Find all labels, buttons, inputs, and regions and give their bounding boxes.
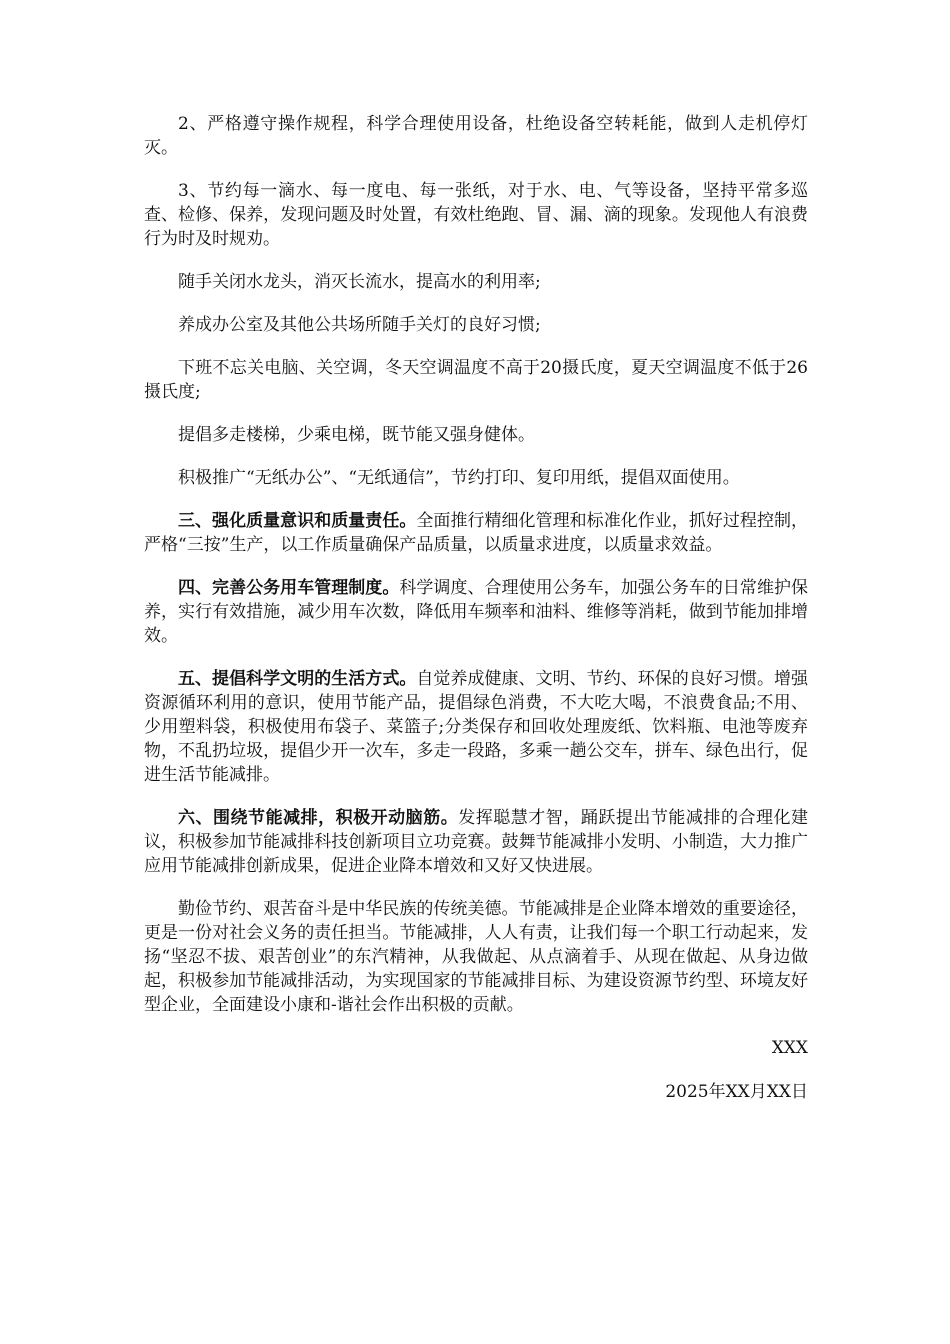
signature-date: 2025年XX月XX日 bbox=[665, 1082, 808, 1102]
signature-name: XXX bbox=[771, 1038, 808, 1058]
section-4-vehicles bbox=[144, 576, 808, 648]
paragraph-text: 养成办公室及其他公共场所随手关灯的良好习惯; bbox=[178, 315, 541, 335]
paragraph-tap-water bbox=[144, 270, 808, 294]
section-heading: 四、完善公务用车管理制度。 bbox=[178, 578, 400, 598]
paragraph-item-3 bbox=[144, 179, 808, 251]
document-body bbox=[144, 112, 808, 1104]
section-heading: 六、围绕节能减排，积极开动脑筋。 bbox=[178, 808, 459, 828]
section-text: 科学调度、合理使用公务车，加强公务车的日常维护保养，实行有效措施，减少用车次数，降低用车频率和油料、维修等消耗，做到节能加排增效。 bbox=[144, 578, 809, 646]
paragraph-text: 2、严格遵守操作规程，科学合理使用设备，杜绝设备空转耗能，做到人走机停灯灭。 bbox=[144, 114, 808, 158]
closing-paragraph bbox=[144, 897, 808, 1017]
paragraph-stairs bbox=[144, 423, 808, 447]
section-6-innovation bbox=[144, 806, 808, 878]
section-text: 发挥聪慧才智，踊跃提出节能减排的合理化建议，积极参加节能减排科技创新项目立功竞赛。鼓舞节能减排小发明、小制造，大力推广应用节能减排创新成果，促进企业降本增效和又好又快进展。 bbox=[144, 808, 809, 876]
section-5-lifestyle bbox=[144, 667, 808, 787]
paragraph-text: 随手关闭水龙头，消灭长流水，提高水的利用率; bbox=[178, 272, 541, 292]
paragraph-text: 提倡多走楼梯，少乘电梯，既节能又强身健体。 bbox=[178, 425, 535, 445]
section-3-quality bbox=[144, 509, 808, 557]
paragraph-paperless bbox=[144, 466, 808, 490]
paragraph-lights bbox=[144, 313, 808, 337]
section-heading: 三、强化质量意识和质量责任。 bbox=[178, 511, 417, 531]
paragraph-text: 3、节约每一滴水、每一度电、每一张纸，对于水、电、气等设备，坚持平常多巡查、检修、保养，发现问题及时处置，有效杜绝跑、冒、漏、滴的现象。发现他人有浪费行为时及时规劝。 bbox=[144, 181, 808, 249]
section-text: 自觉养成健康、文明、节约、环保的良好习惯。增强资源循环利用的意识，使用节能产品，提倡绿色消费，不大吃大喝，不浪费食品;不用、少用塑料袋，积极使用布袋子、菜篮子;分类保存和回收处理废纸、饮料瓶、电池等废弃物，不乱扔垃圾，提倡少开一次车，多走一段路，多乘一趟公交车，拼车、绿色出行，促进生活节能减排。 bbox=[144, 669, 809, 785]
paragraph-text: 积极推广“无纸办公”、“无纸通信”，节约打印、复印用纸，提倡双面使用。 bbox=[178, 468, 740, 488]
section-heading: 五、提倡科学文明的生活方式。 bbox=[178, 669, 417, 689]
paragraph-item-2 bbox=[144, 112, 808, 160]
paragraph-text: 勤俭节约、艰苦奋斗是中华民族的传统美德。节能减排是企业降本增效的重要途径，更是一份对社会义务的责任担当。节能减排，人人有责，让我们每一个职工行动起来，发扬“坚忍不拔、艰苦创业”的东汽精神，从我做起、从点滴着手、从现在做起、从身边做起，积极参加节能减排活动，为实现国家的节能减排目标、为建设资源节约型、环境友好型企业，全面建设小康和-谐社会作出积极的贡献。 bbox=[144, 899, 808, 1015]
section-text: 全面推行精细化管理和标准化作业，抓好过程控制，严格“三按”生产，以工作质量确保产品质量，以质量求进度，以质量求效益。 bbox=[144, 511, 809, 555]
paragraph-text: 下班不忘关电脑、关空调，冬天空调温度不高于20摄氏度，夏天空调温度不低于26摄氏度; bbox=[144, 358, 808, 402]
paragraph-ac bbox=[144, 356, 808, 404]
